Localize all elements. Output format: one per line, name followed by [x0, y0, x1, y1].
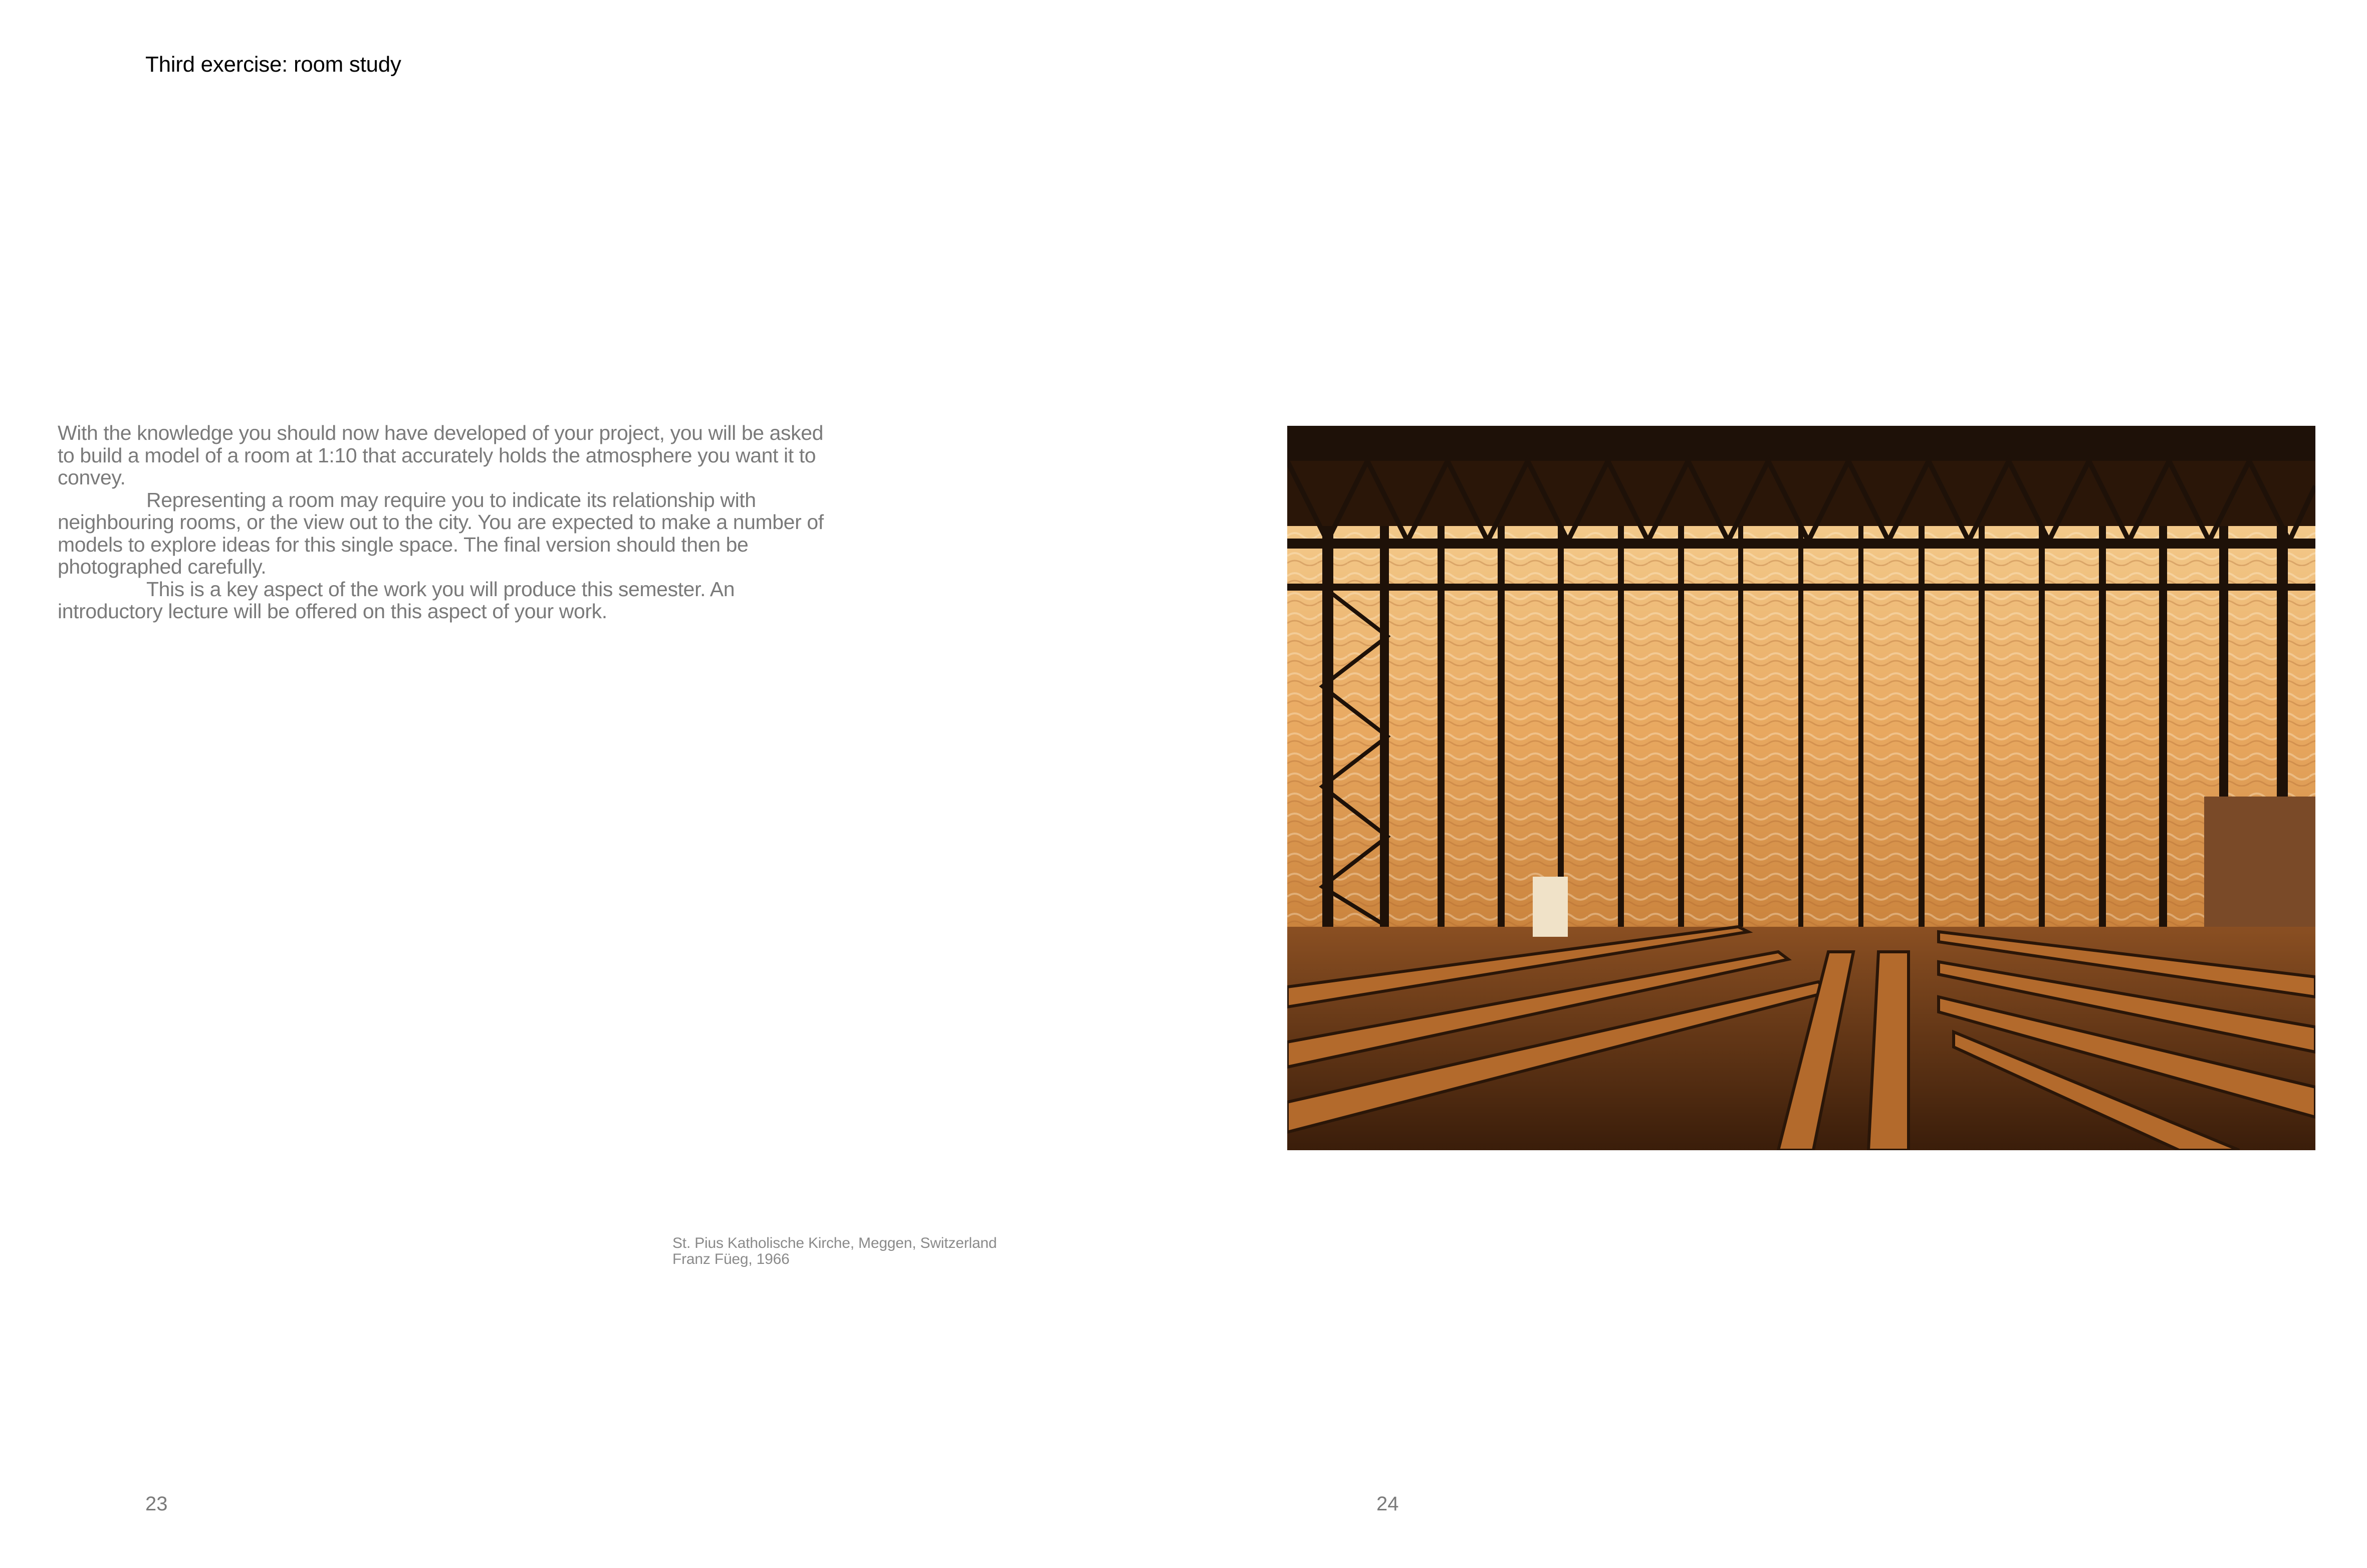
church-interior-photo — [1287, 426, 2315, 1150]
section-heading: Third exercise: room study — [145, 52, 401, 77]
page-number-left: 23 — [145, 1493, 168, 1515]
body-paragraph-1: With the knowledge you should now have developed of your project, you will be asked to build a model of a room at 1:10 that accurately holds the atmosphere you want it to convey. — [58, 421, 824, 489]
body-text — [58, 422, 839, 623]
church-interior-illustration — [1287, 426, 2315, 1150]
body-paragraph-2: Representing a room may require you to indicate its relationship with neighbouring rooms, or the view out to the city. You are expected to make a number of models to explore ideas for this single space. The final version should then be photographed carefully. — [58, 488, 824, 578]
caption-line-2: Franz Füeg, 1966 — [672, 1251, 790, 1267]
page-number-right: 24 — [1376, 1493, 1399, 1515]
caption-line-1: St. Pius Katholische Kirche, Meggen, Switzerland — [672, 1235, 997, 1251]
figure-caption — [672, 1235, 997, 1267]
body-paragraph-3: This is a key aspect of the work you will produce this semester. An introductory lecture will be offered on this aspect of your work. — [58, 577, 735, 623]
